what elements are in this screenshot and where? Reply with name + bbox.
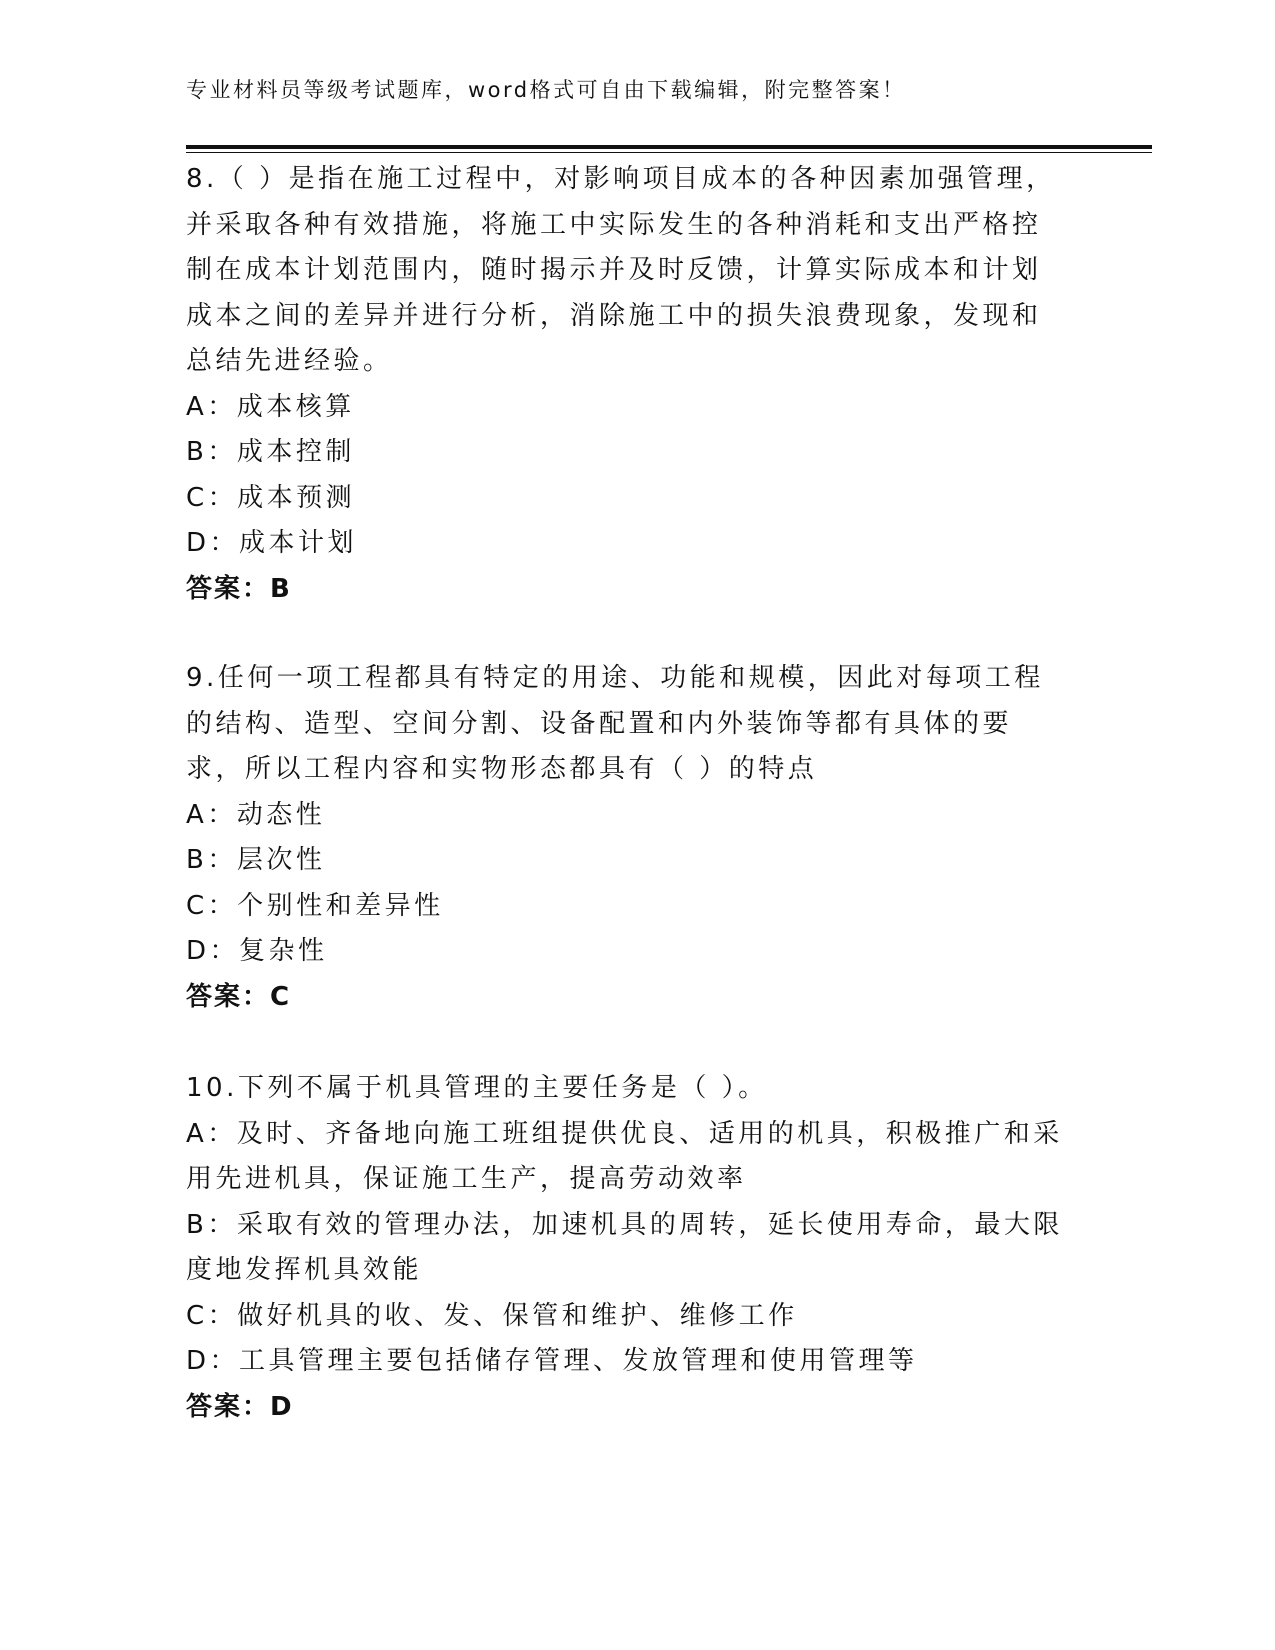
option-d: D：工具管理主要包括储存管理、发放管理和使用管理等	[186, 1346, 918, 1376]
answer-label: 答案：C	[186, 981, 292, 1012]
question-stem: 10.下列不属于机具管理的主要任务是（ ）。	[186, 1073, 768, 1103]
option-a: A：成本核算	[186, 391, 355, 422]
option-a: A：动态性	[186, 799, 326, 830]
header-divider-thin	[186, 152, 1152, 153]
page-header-text: 专业材料员等级考试题库，word格式可自由下载编辑，附完整答案！	[186, 78, 906, 102]
question-8	[186, 157, 1066, 612]
question-stem: 8.（ ）是指在施工过程中，对影响项目成本的各种因素加强管理，并采取各种有效措施，将施工中实际发生的各种消耗和支出严格控制在成本计划范围内，随时揭示并及时反馈，计算实际成本和计划成本之间的差异并进行分析，消除施工中的损失浪费现象，发现和总结先进经验。	[186, 164, 1056, 376]
question-9	[186, 656, 1066, 1020]
option-a: A：及时、齐备地向施工班组提供优良、适用的机具，积极推广和采用先进机具，保证施工生产，提高劳动效率	[186, 1118, 1063, 1194]
option-c: C：做好机具的收、发、保管和维护、维修工作	[186, 1300, 798, 1331]
answer-label: 答案：D	[186, 1391, 294, 1422]
option-c: C：个别性和差异性	[186, 890, 444, 921]
option-b: B：成本控制	[186, 437, 355, 467]
option-b: B：采取有效的管理办法，加速机具的周转，延长使用寿命，最大限度地发挥机具效能	[186, 1209, 1063, 1285]
header-divider-thick	[186, 145, 1152, 149]
question-10	[186, 1066, 1066, 1430]
option-c: C：成本预测	[186, 482, 356, 513]
option-b: B：层次性	[186, 845, 326, 875]
answer-label: 答案：B	[186, 573, 292, 604]
option-d: D：复杂性	[186, 936, 328, 966]
question-stem: 9.任何一项工程都具有特定的用途、功能和规模，因此对每项工程的结构、造型、空间分割、设备配置和内外装饰等都有具体的要求，所以工程内容和实物形态都具有（ ）的特点	[186, 663, 1044, 784]
option-d: D：成本计划	[186, 528, 358, 558]
